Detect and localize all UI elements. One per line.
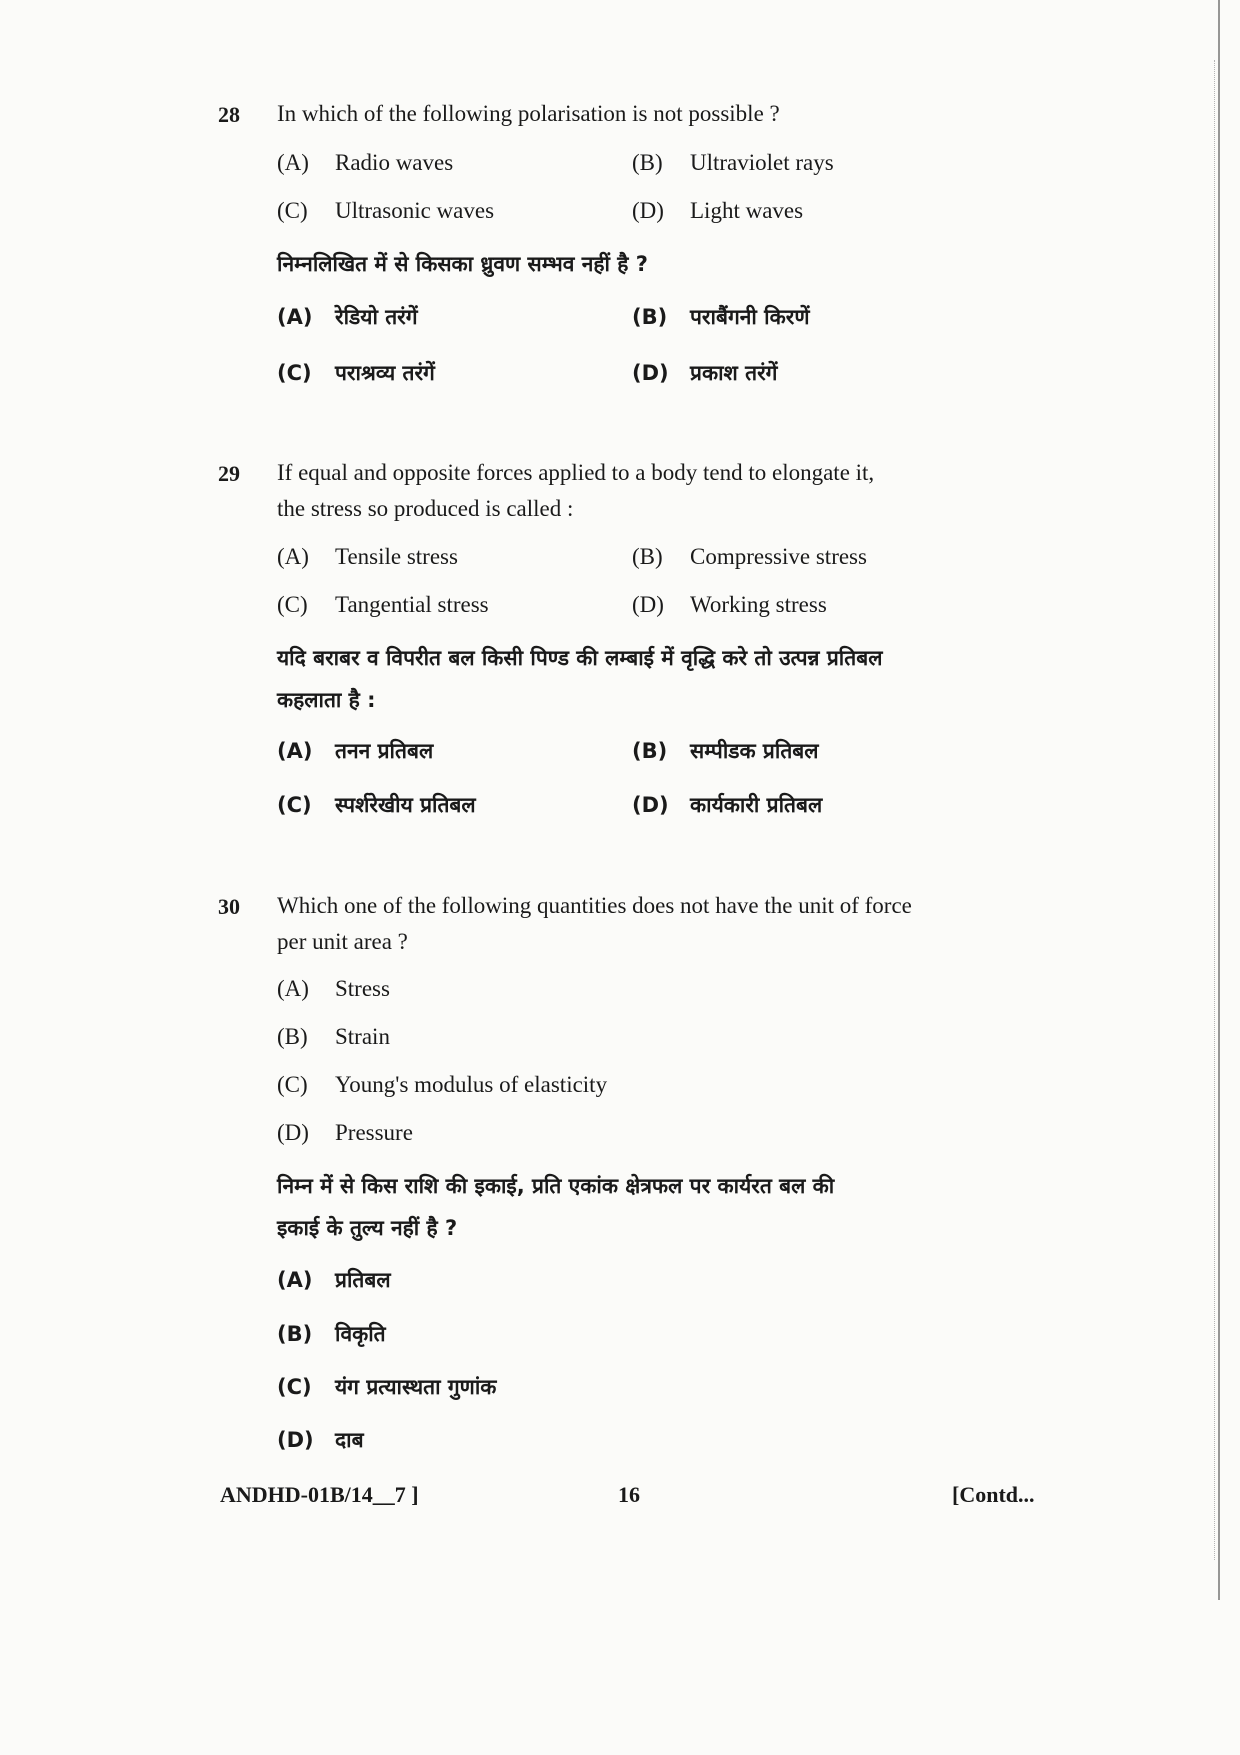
option-en-b: (B) Ultraviolet rays — [632, 150, 834, 175]
question-number: 30 — [218, 894, 240, 919]
question-text-hi-line-2: इकाई के तुल्य नहीं है ? — [277, 1216, 458, 1240]
question-text-hi-line-1: निम्न में से किस राशि की इकाई, प्रति एकांक क्षेत्रफल पर कार्यरत बल की — [277, 1174, 835, 1198]
page-number: 16 — [618, 1482, 640, 1507]
option-en-a: (A) Stress — [277, 976, 390, 1001]
option-hi-c: (C) यंग प्रत्यास्थता गुणांक — [277, 1375, 497, 1399]
option-en-a: (A) Radio waves — [277, 150, 454, 175]
option-en-d: (D) Pressure — [277, 1120, 413, 1145]
question-text-en-line-1: If equal and opposite forces applied to a body tend to elongate it, — [277, 460, 875, 485]
question-number: 29 — [218, 461, 240, 486]
binding-perforation — [1214, 60, 1216, 1560]
option-en-c: (C) Ultrasonic waves — [277, 198, 495, 223]
question-text-en-line-1: Which one of the following quantities does not have the unit of force — [277, 893, 912, 918]
option-hi-b: (B) सम्पीडक प्रतिबल — [632, 739, 819, 763]
option-hi-c: (C) स्पर्शरेखीय प्रतिबल — [277, 793, 476, 817]
option-hi-c: (C) पराश्रव्य तरंगें — [277, 361, 435, 385]
option-en-a: (A) Tensile stress — [277, 544, 458, 569]
question-text-en-line-2: the stress so produced is called : — [277, 496, 574, 521]
question-text-en: In which of the following polarisation is not possible ? — [277, 101, 780, 126]
option-en-d: (D) Light waves — [632, 198, 804, 223]
option-hi-d: (D) दाब — [277, 1428, 364, 1452]
option-en-c: (C) Tangential stress — [277, 592, 489, 617]
option-hi-b: (B) पराबैंगनी किरणें — [632, 305, 810, 329]
option-en-d: (D) Working stress — [632, 592, 827, 617]
option-hi-b: (B) विकृति — [277, 1322, 386, 1346]
option-en-c: (C) Young's modulus of elasticity — [277, 1072, 608, 1097]
question-text-hi: निम्नलिखित में से किसका ध्रुवण सम्भव नहीं है ? — [277, 252, 648, 276]
continued-marker: [Contd... — [952, 1482, 1035, 1507]
option-hi-a: (A) रेडियो तरंगें — [277, 305, 418, 329]
question-text-hi-line-1: यदि बराबर व विपरीत बल किसी पिण्ड की लम्बाई में वृद्धि करे तो उत्पन्न प्रतिबल — [277, 646, 883, 670]
option-hi-a: (A) तनन प्रतिबल — [277, 739, 434, 763]
question-text-en-line-2: per unit area ? — [277, 929, 408, 954]
question-text-hi-line-2: कहलाता है : — [277, 688, 376, 712]
option-hi-a: (A) प्रतिबल — [277, 1268, 391, 1292]
option-en-b: (B) Strain — [277, 1024, 390, 1049]
question-number: 28 — [218, 102, 240, 127]
paper-code: ANDHD-01B/14__7 ] — [220, 1482, 419, 1507]
option-hi-d: (D) कार्यकारी प्रतिबल — [632, 793, 823, 817]
option-hi-d: (D) प्रकाश तरंगें — [632, 361, 778, 385]
binding-edge — [1218, 0, 1226, 1600]
option-en-b: (B) Compressive stress — [632, 544, 867, 569]
